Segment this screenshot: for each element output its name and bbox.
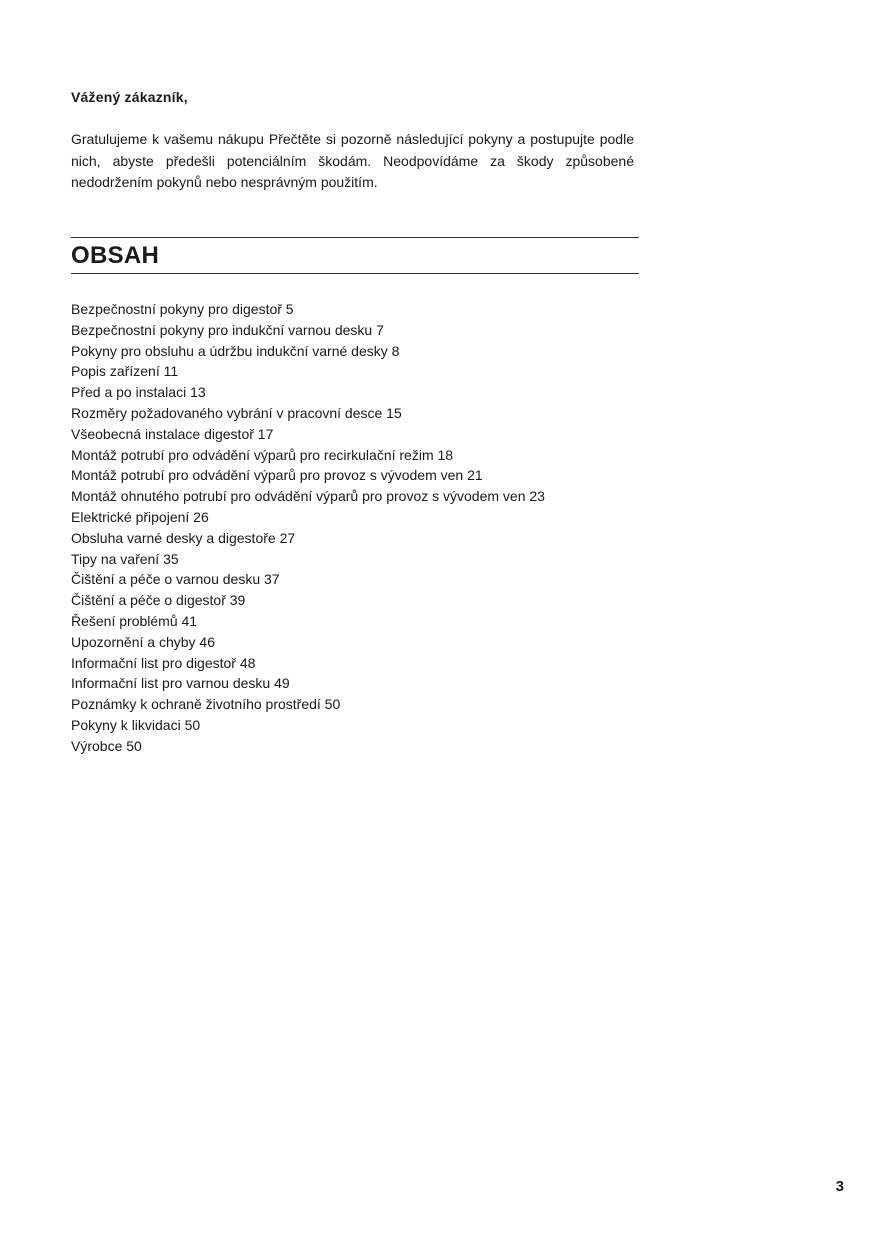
toc-heading: OBSAH [71,242,160,269]
page-number: 3 [835,1178,844,1195]
toc-item: Všeobecná instalace digestoř 17 [71,425,274,442]
toc-item: Upozornění a chyby 46 [71,633,215,650]
toc-item: Bezpečnostní pokyny pro digestoř 5 [71,301,294,317]
toc-item: Rozměry požadovaného vybrání v pracovní desce 15 [71,404,402,421]
toc-item: Čištění a péče o varnou desku 37 [71,571,280,588]
toc-item: Čištění a péče o digestoř 39 [71,592,246,609]
toc-item: Informační list pro varnou desku 49 [71,675,290,692]
toc-item: Bezpečnostní pokyny pro indukční varnou desku 7 [71,321,384,338]
toc-item: Řešení problémů 41 [71,612,198,629]
toc-item: Elektrické připojení 26 [71,508,209,525]
heading-rule-top [71,237,639,238]
toc-item: Popis zařízení 11 [71,363,179,380]
toc-item: Pokyny k likvidaci 50 [71,716,201,733]
toc-item: Před a po instalaci 13 [71,384,206,401]
toc-item: Pokyny pro obsluhu a údržbu indukční varné desky 8 [71,342,400,359]
toc-item: Montáž potrubí pro odvádění výparů pro recirkulační režim 18 [71,446,454,463]
toc-item: Montáž potrubí pro odvádění výparů pro provoz s vývodem ven 21 [71,467,483,484]
heading-rule-bottom [71,273,639,274]
greeting: Vážený zákazník, [71,89,188,105]
toc-item: Výrobce 50 [71,737,142,754]
intro-paragraph: Gratulujeme k vašemu nákupu Přečtěte si pozorně následující pokyny a postupujte podle nich, abyste předešli potenciálním škodám. Neodpovídáme za škody způsobené nedodržením pokynů nebo nesprávným použitím. [71,131,634,190]
table-of-contents [71,299,545,757]
toc-item: Obsluha varné desky a digestoře 27 [71,529,296,546]
toc-item: Montáž ohnutého potrubí pro odvádění výparů pro provoz s vývodem ven 23 [71,488,545,505]
toc-item: Tipy na vaření 35 [71,550,179,567]
toc-item: Informační list pro digestoř 48 [71,654,256,671]
toc-item: Poznámky k ochraně životního prostředí 50 [71,696,341,713]
